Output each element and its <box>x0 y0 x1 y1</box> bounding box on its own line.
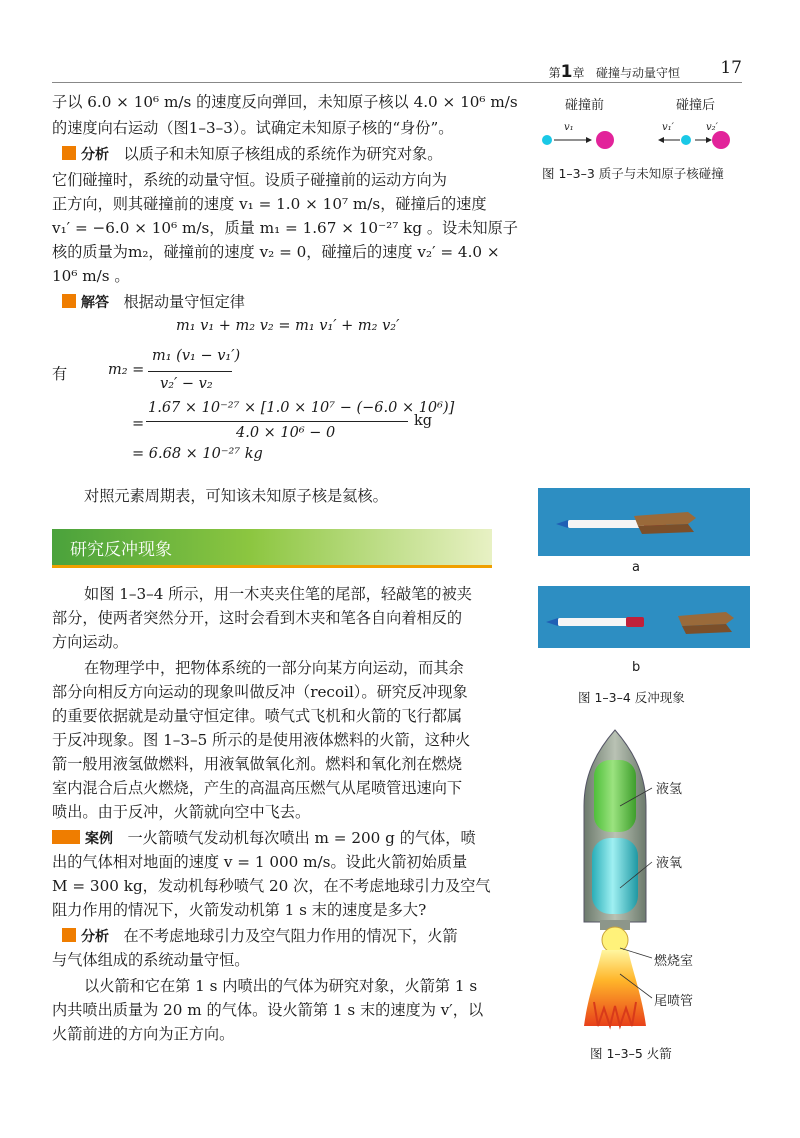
result: = 6.68 × 10⁻²⁷ kg <box>132 446 263 462</box>
fraction2-numerator: 1.67 × 10⁻²⁷ × [1.0 × 10⁷ − (−6.0 × 10⁶)] <box>148 400 455 416</box>
orange-square-icon <box>62 928 76 942</box>
section-underline <box>52 565 492 568</box>
arrow-head-icon <box>658 137 664 143</box>
text-line: 出的气体相对地面的速度 v = 1 000 m/s。设此火箭初始质量 <box>52 853 468 871</box>
photo-b <box>538 586 750 648</box>
text-line: 如图 1–3–4 所示，用一木夹夹住笔的尾部，轻敲笔的被夹 <box>84 585 472 603</box>
case-label: 案例 <box>85 831 113 847</box>
text-line: 核的质量为m₂，碰撞前的速度 v₂ = 0，碰撞后的速度 v₂′ = 4.0 × <box>52 243 500 261</box>
analysis-line <box>62 142 442 167</box>
text-line: 室内混合后点火燃烧，产生的高温高压燃气从尾喷管迅速向下 <box>52 779 463 797</box>
chapter-title: 碰撞与动量守恒 <box>595 66 680 80</box>
fraction1-denominator: v₂′ − v₂ <box>160 376 213 392</box>
label-liquid-hydrogen: 液氢 <box>656 782 683 797</box>
text-line: 于反冲现象。图 1–3–5 所示的是使用液体燃料的火箭，这种火 <box>52 731 471 749</box>
figure-caption: 图 1–3–5 火箭 <box>590 1046 672 1061</box>
label-v1-prime: v₁′ <box>662 122 674 133</box>
fraction-bar <box>148 371 232 372</box>
chapter-suffix: 章 <box>572 66 585 80</box>
section-title: 研究反冲现象 <box>70 540 172 560</box>
arrow-head-icon <box>706 137 712 143</box>
orange-square-icon <box>62 294 76 308</box>
text-line: 10⁶ m/s 。 <box>52 267 130 285</box>
label-combustion-chamber: 燃烧室 <box>654 954 694 969</box>
text-line: 在物理学中，把物体系统的一部分向某方向运动，而其余 <box>84 659 464 677</box>
fraction2-denominator: 4.0 × 10⁶ − 0 <box>236 425 336 441</box>
label-a: a <box>632 560 640 575</box>
section-heading <box>52 529 492 565</box>
fraction-bar <box>146 421 408 422</box>
text-line: 部分向相反方向运动的现象叫做反冲（recoil）。研究反冲现象 <box>52 683 468 701</box>
pen-clip-attached <box>538 488 750 556</box>
case-line <box>52 826 476 851</box>
label-liquid-oxygen: 液氧 <box>656 856 683 871</box>
solution-label: 解答 <box>81 295 109 311</box>
text-line: 阻力作用的情况下，火箭发动机第 1 s 末的速度是多大? <box>52 901 427 919</box>
label-v1: v₁ <box>564 122 574 133</box>
text-line: 内共喷出质量为 20 m 的气体。设火箭第 1 s 末的速度为 v′，以 <box>52 1001 484 1019</box>
text-line: 它们碰撞时，系统的动量守恒。设质子碰撞前的运动方向为 <box>52 171 447 189</box>
proton <box>681 135 691 145</box>
text-line: 火箭前进的方向为正方向。 <box>52 1025 235 1043</box>
figure-caption: 图 1–3–3 质子与未知原子核碰撞 <box>542 166 724 181</box>
analysis-text: 以质子和未知原子核组成的系统作为研究对象。 <box>123 145 443 163</box>
conclusion: 对照元素周期表，可知该未知原子核是氦核。 <box>84 487 388 505</box>
unknown-nucleus <box>712 131 730 149</box>
proton <box>542 135 552 145</box>
running-header <box>52 60 742 82</box>
text-line: 正方向，则其碰撞前的速度 v₁ = 1.0 × 10⁷ m/s，碰撞后的速度 <box>52 195 487 213</box>
text-line: v₁′ = −6.0 × 10⁶ m/s，质量 m₁ = 1.67 × 10⁻²⁷ kg 。设未知原子 <box>52 219 518 237</box>
you-label: 有 <box>52 365 68 383</box>
text-line: 的速度向右运动（图1–3–3）。试确定未知原子核的“身份”。 <box>52 119 454 137</box>
chapter-label <box>549 62 680 82</box>
text-line: 以火箭和它在第 1 s 内喷出的气体为研究对象，火箭第 1 s <box>84 977 478 995</box>
photo-a <box>538 488 750 556</box>
text-line: 部分，使两者突然分开，这时会看到木夹和笔各自向着相反的 <box>52 609 463 627</box>
label-after-collision: 碰撞后 <box>676 98 716 113</box>
label-before-collision: 碰撞前 <box>565 98 605 113</box>
orange-bar-icon <box>52 830 80 844</box>
fraction1-numerator: m₁ (v₁ − v₁′) <box>152 348 241 364</box>
solution-line <box>62 290 245 315</box>
text-line: 箭一般用液氢做燃料，用液氧做氧化剂。燃料和氧化剂在燃烧 <box>52 755 463 773</box>
solution-text: 根据动量守恒定律 <box>123 293 245 311</box>
momentum-equation: m₁ v₁ + m₂ v₂ = m₁ v₁′ + m₂ v₂′ <box>176 318 400 334</box>
analysis-text: 在不考虑地球引力及空气阻力作用的情况下，火箭 <box>123 927 458 945</box>
unit-kg: kg <box>414 413 433 429</box>
equals-sign: = <box>132 416 145 432</box>
chapter-number: 1 <box>560 62 573 82</box>
figure-caption: 图 1–3–4 反冲现象 <box>578 690 685 705</box>
m2-label: m₂ = <box>108 362 145 378</box>
orange-square-icon <box>62 146 76 160</box>
unknown-nucleus <box>596 131 614 149</box>
label-nozzle: 尾喷管 <box>654 994 694 1009</box>
text-line: 喷出。由于反冲，火箭就向空中飞去。 <box>52 803 311 821</box>
text-line: 子以 6.0 × 10⁶ m/s 的速度反向弹回，未知原子核以 4.0 × 10⁶ m/s <box>52 93 518 111</box>
text-line: 的重要依据就是动量守恒定律。喷气式飞机和火箭的飞行都属 <box>52 707 463 725</box>
text-line: 与气体组成的系统动量守恒。 <box>52 951 250 969</box>
arrow-head-icon <box>586 137 592 143</box>
case-text: 一火箭喷气发动机每次喷出 m = 200 g 的气体，喷 <box>127 829 476 847</box>
analysis-line <box>62 924 458 949</box>
pen-clip-separated <box>538 586 750 648</box>
header-rule <box>52 82 742 83</box>
analysis-label: 分析 <box>81 147 109 163</box>
text-line: M = 300 kg，发动机每秒喷气 20 次，在不考虑地球引力及空气 <box>52 877 491 895</box>
text-line: 方向运动。 <box>52 633 128 651</box>
chapter-prefix: 第 <box>548 66 561 80</box>
label-leaders <box>600 776 720 1006</box>
page-number: 17 <box>720 58 742 78</box>
analysis-label: 分析 <box>81 929 109 945</box>
label-b: b <box>632 660 641 675</box>
label-v2-prime: v₂′ <box>706 122 718 133</box>
